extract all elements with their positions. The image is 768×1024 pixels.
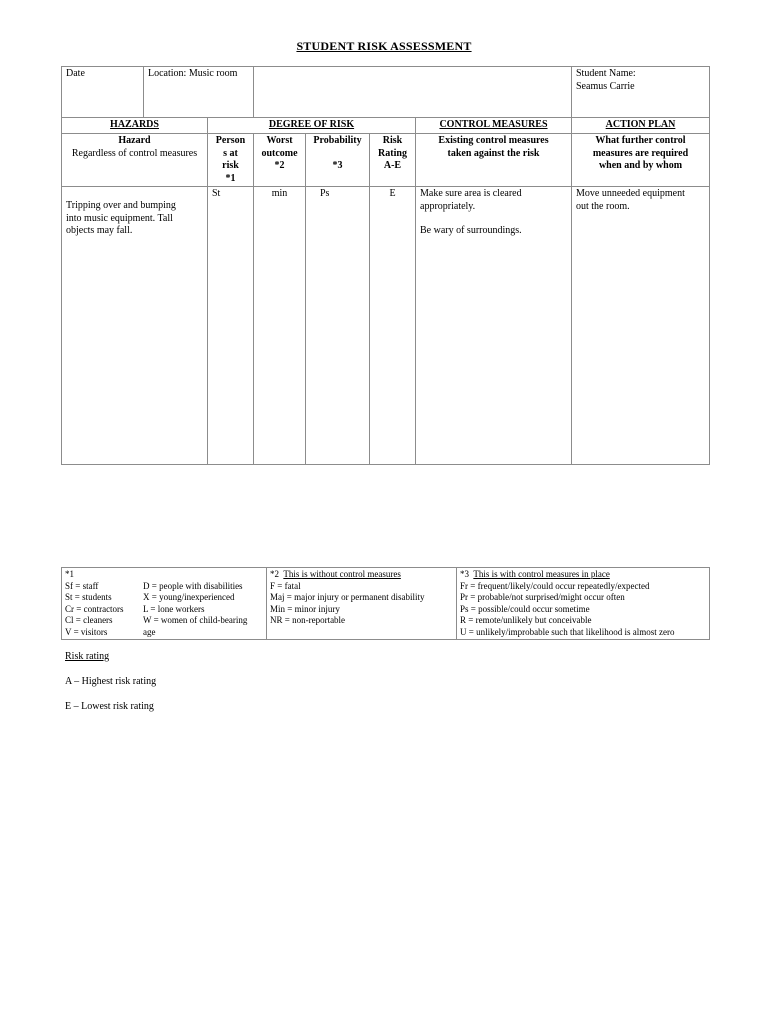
hazard-line-3: objects may fall. (66, 225, 133, 236)
hazard-row (62, 187, 710, 465)
legend-item: Cl = cleaners (65, 615, 113, 625)
legend-item: U = unlikely/improbable such that likelihood is almost zero (460, 626, 675, 637)
hazard-description (62, 187, 208, 465)
col-risk-rating (370, 134, 416, 187)
section-row (62, 118, 710, 134)
control-measures-value (416, 187, 572, 465)
date-cell: Date (62, 67, 144, 118)
action-line-1: Move unneeded equipment (576, 188, 685, 199)
col-existing-control (416, 134, 572, 187)
col-further-l3: when and by whom (598, 160, 683, 171)
section-hazards: HAZARDS (62, 118, 208, 134)
legend-item: St = students (65, 592, 112, 602)
legend-item: X = young/inexperienced (143, 592, 235, 602)
risk-rating-lowest: E – Lowest risk rating (65, 701, 154, 712)
blank-header-cell (254, 67, 572, 118)
legend-item: W = women of child-bearing (143, 615, 248, 625)
legend-item: Ps = possible/could occur sometime (460, 603, 590, 614)
student-name-cell (572, 67, 710, 118)
risk-rating-value: E (370, 187, 416, 465)
legend-item: Min = minor injury (270, 603, 340, 614)
column-header-row (62, 134, 710, 187)
col-rating-l3: A-E (383, 160, 402, 171)
legend-probability-star: *3 (460, 569, 469, 579)
hazard-line-2: into music equipment. Tall (66, 212, 173, 224)
legend-item: age (143, 626, 156, 637)
hazard-line-1: Tripping over and bumping (66, 200, 176, 211)
col-further-control (572, 134, 710, 187)
legend-item: D = people with disabilities (143, 580, 243, 591)
legend-outcome (267, 568, 457, 640)
col-further-l2: measures are required (592, 147, 689, 159)
action-line-2: out the room. (576, 200, 630, 212)
legend-item: Maj = major injury or permanent disability (270, 592, 425, 602)
legend-outcome-star: *2 (270, 569, 279, 579)
legend-item: Sf = staff (65, 580, 99, 591)
col-hazard-title: Hazard (118, 135, 151, 146)
legend-item: NR = non-reportable (270, 615, 346, 625)
legend-item: Fr = frequent/likely/could occur repeatedly/expected (460, 580, 650, 591)
location-cell: Location: Music room (144, 67, 254, 118)
legend-probability-head: This is with control measures in place (473, 569, 610, 579)
col-worst-l3: *2 (274, 160, 285, 171)
legend-persons-head: *1 (65, 569, 74, 579)
worst-outcome-value: min (254, 187, 306, 465)
action-plan-value (572, 187, 710, 465)
col-prob-l2: *3 (332, 159, 343, 171)
col-persons-l1: Person (215, 135, 246, 146)
col-worst-l1: Worst (266, 135, 293, 146)
legend-item: F = fatal (270, 580, 301, 591)
col-persons-l3: risk (222, 160, 239, 171)
legend-probability (457, 568, 710, 640)
section-control-measures: CONTROL MEASURES (416, 118, 572, 134)
persons-at-risk-value: St (208, 187, 254, 465)
section-action-plan: ACTION PLAN (572, 118, 710, 134)
col-rating-l2: Rating (378, 147, 407, 159)
legend-item: Pr = probable/not surprised/might occur often (460, 592, 625, 602)
col-worst-l2: outcome (261, 147, 298, 159)
col-persons-at-risk (208, 134, 254, 187)
probability-value: Ps (306, 187, 370, 465)
legend-item: Cr = contractors (65, 603, 124, 614)
col-persons-l4: *1 (225, 172, 236, 184)
legend-item: R = remote/unlikely but conceivable (460, 615, 592, 625)
risk-assessment-table (61, 66, 710, 465)
legend-item: L = lone workers (143, 603, 205, 614)
control-line-2: appropriately. (420, 200, 476, 212)
col-hazard-sub: Regardless of control measures (71, 147, 198, 159)
section-degree-of-risk: DEGREE OF RISK (208, 118, 416, 134)
col-further-l1: What further control (595, 135, 686, 146)
col-existing-l2: taken against the risk (447, 147, 540, 159)
col-existing-l1: Existing control measures (438, 135, 549, 146)
col-hazard (62, 134, 208, 187)
control-line-3: Be wary of surroundings. (420, 225, 522, 236)
legend-persons (62, 568, 267, 640)
col-rating-l1: Risk (382, 135, 403, 146)
student-name-label: Student Name: (576, 68, 636, 79)
legend-table (61, 567, 710, 640)
student-name-value: Seamus Carrie (576, 80, 635, 92)
col-worst-outcome (254, 134, 306, 187)
col-persons-l2: s at (223, 147, 238, 159)
risk-rating-heading: Risk rating (65, 651, 110, 662)
page-title: STUDENT RISK ASSESSMENT (296, 39, 472, 53)
header-row (62, 67, 710, 118)
col-probability (306, 134, 370, 187)
control-line-1: Make sure area is cleared (420, 188, 522, 199)
legend-outcome-head: This is without control measures (283, 569, 401, 579)
legend-item: V = visitors (65, 626, 108, 637)
risk-rating-highest: A – Highest risk rating (65, 676, 157, 687)
col-prob-l1: Probability (313, 135, 362, 146)
